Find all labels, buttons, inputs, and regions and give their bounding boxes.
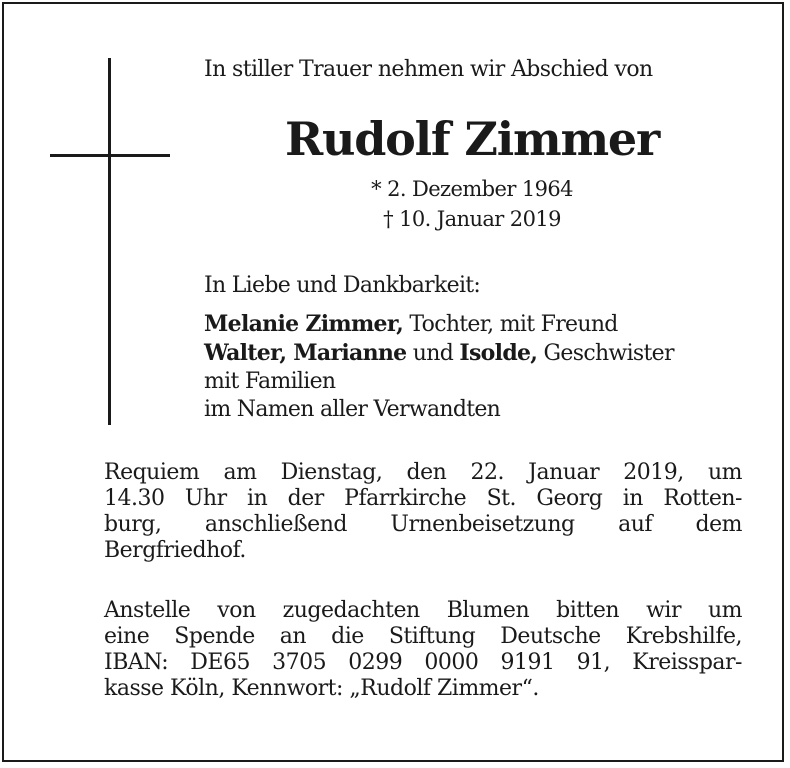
mourner-line-4: im Namen aller Verwandten bbox=[204, 397, 501, 422]
mourner-relation-1: Tochter, mit Freund bbox=[403, 312, 618, 337]
mourner-relation-2: Geschwister bbox=[537, 341, 674, 366]
birth-date: * 2. Dezember 1964 bbox=[371, 177, 573, 201]
donation-line: Anstelle von zugedachten Blumen bitten wir um bbox=[104, 598, 742, 623]
donation-line: eine Spende an die Stiftung Deutsche Krebshilfe, bbox=[104, 624, 742, 649]
requiem-line: 14.30 Uhr in der Pfarrkirche St. Georg in Rotten- bbox=[104, 486, 742, 511]
requiem-line: Bergfriedhof. bbox=[104, 538, 246, 563]
life-dates bbox=[198, 174, 746, 234]
mourner-line-1 bbox=[204, 310, 674, 339]
mourners-block bbox=[204, 272, 674, 424]
requiem-line: Requiem am Dienstag, den 22. Januar 2019, um bbox=[104, 460, 742, 485]
cross-icon-vertical-bar bbox=[108, 58, 111, 425]
donation-line: IBAN: DE65 3705 0299 0000 9191 91, Kreisspar- bbox=[104, 650, 742, 675]
mourner-name-daughter: Melanie Zimmer, bbox=[204, 311, 404, 337]
mourner-conjunction: und bbox=[406, 341, 460, 366]
mourner-line-3: mit Familien bbox=[204, 369, 336, 394]
requiem-paragraph bbox=[104, 460, 742, 564]
donation-line: kasse Köln, Kennwort: „Rudolf Zimmer“. bbox=[104, 676, 539, 701]
donation-paragraph bbox=[104, 598, 742, 702]
intro-text: In stiller Trauer nehmen wir Abschied von bbox=[204, 57, 653, 82]
mourner-name-isolde: Isolde, bbox=[459, 340, 538, 366]
deceased-name: Rudolf Zimmer bbox=[284, 112, 660, 166]
gratitude-line: In Liebe und Dankbarkeit: bbox=[204, 273, 481, 298]
death-date: † 10. Januar 2019 bbox=[383, 207, 561, 231]
requiem-line: burg, anschließend Urnenbeisetzung auf dem bbox=[104, 512, 742, 537]
mourner-names-siblings: Walter, Marianne bbox=[204, 340, 407, 366]
mourner-line-2 bbox=[204, 339, 674, 368]
cross-icon-horizontal-bar bbox=[50, 154, 170, 157]
